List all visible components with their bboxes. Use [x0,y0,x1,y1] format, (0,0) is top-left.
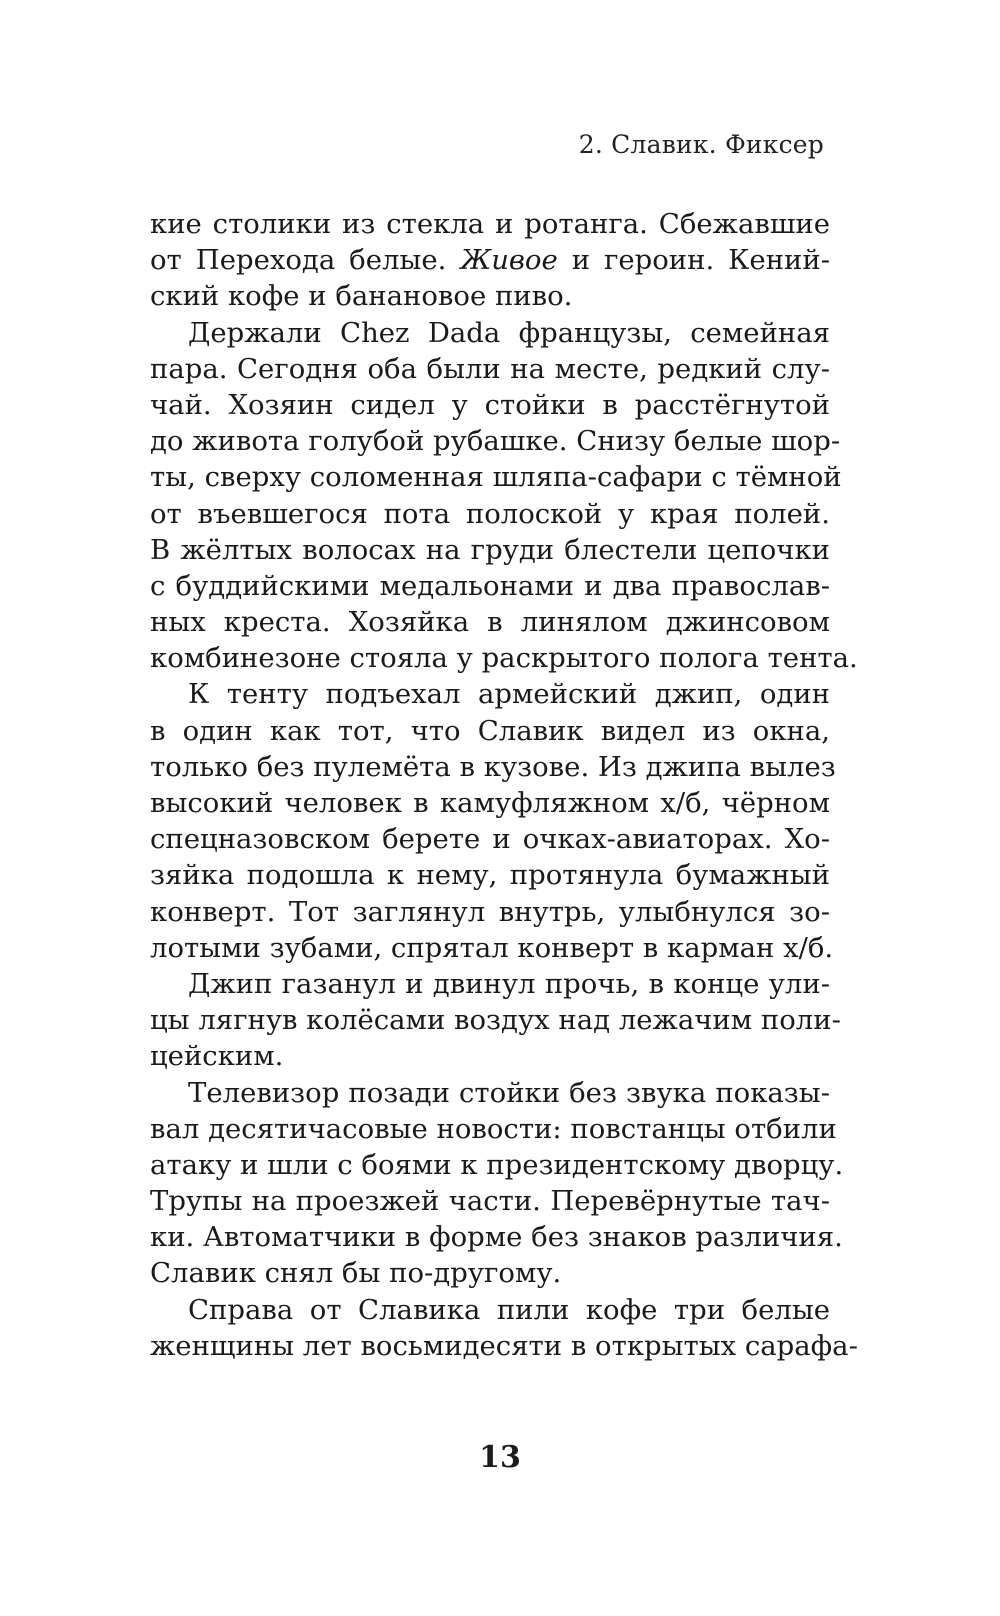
text-line: Джип газанул и двинул прочь, в конце ули- [188,967,830,1000]
text-line: кие столики из стекла и ротанга. Сбежавшие [150,208,830,240]
text-line: цейским. [150,1040,284,1073]
running-head: 2. Славик. Фиксер [578,130,824,159]
text-line: ки. Автоматчики в форме без знаков различия. [150,1221,843,1254]
text-line: спецназовском берете и очках-авиаторах. Хо- [150,823,830,856]
text-line: Справа от Славика пили кофе три белые [188,1293,830,1326]
text-line: пара. Сегодня оба были на месте, редкий слу- [150,352,830,385]
text-line: комбинезоне стояла у раскрытого полога тента. [150,642,858,675]
text-line: вал десятичасовые новости: повстанцы отбили [150,1112,837,1145]
text-line: ных креста. Хозяйка в линялом джинсовом [150,606,830,639]
text-line: атаку и шли с боями к президентскому дворцу. [150,1148,844,1181]
text-line: конверт. Тот заглянул внутрь, улыбнулся зо- [150,895,830,928]
text-line: только без пулемёта в кузове. Из джипа вылез [150,750,836,783]
text-line: ты, сверху соломенная шляпа-сафари с тёмной [150,461,842,494]
text-line: в один как тот, что Славик видел из окна, [150,714,830,747]
text-line: ский кофе и банановое пиво. [150,280,573,313]
text-line: Держали Chez Dada французы, семейная [188,316,830,349]
text-line: от въевшегося пота полоской у края полей. [150,497,830,530]
text-line: чай. Хозяин сидел у стойки в расстёгнутой [150,388,830,421]
text-line: Телевизор позади стойки без звука показы- [188,1076,830,1109]
text-line: женщины лет восьмидесяти в открытых сарафа- [150,1329,858,1362]
text-line: цы лягнув колёсами воздух над лежачим поли- [150,1004,841,1037]
text-line: зяйка подошла к нему, протянула бумажный [150,859,830,892]
text-line: Трупы на проезжей части. Перевёрнутые тач- [150,1185,830,1218]
body-text [150,206,858,1364]
text-line: Славик снял бы по-другому. [150,1257,562,1290]
italic-word: Живое [460,244,558,277]
text-line-with-italic: от Перехода белые. Живое и героин. Кений- [150,244,830,277]
text-line: с буддийскими медальонами и два православ- [150,569,830,602]
page-number: 13 [479,1440,521,1475]
text-line: К тенту подъехал армейский джип, один [188,678,830,711]
text-line: лотыми зубами, спрятал конверт в карман х/б. [150,931,834,964]
text-line: до живота голубой рубашке. Снизу белые шор- [150,425,841,458]
text-line: высокий человек в камуфляжном х/б, чёрном [150,787,830,819]
text-line: В жёлтых волосах на груди блестели цепочки [150,533,830,566]
